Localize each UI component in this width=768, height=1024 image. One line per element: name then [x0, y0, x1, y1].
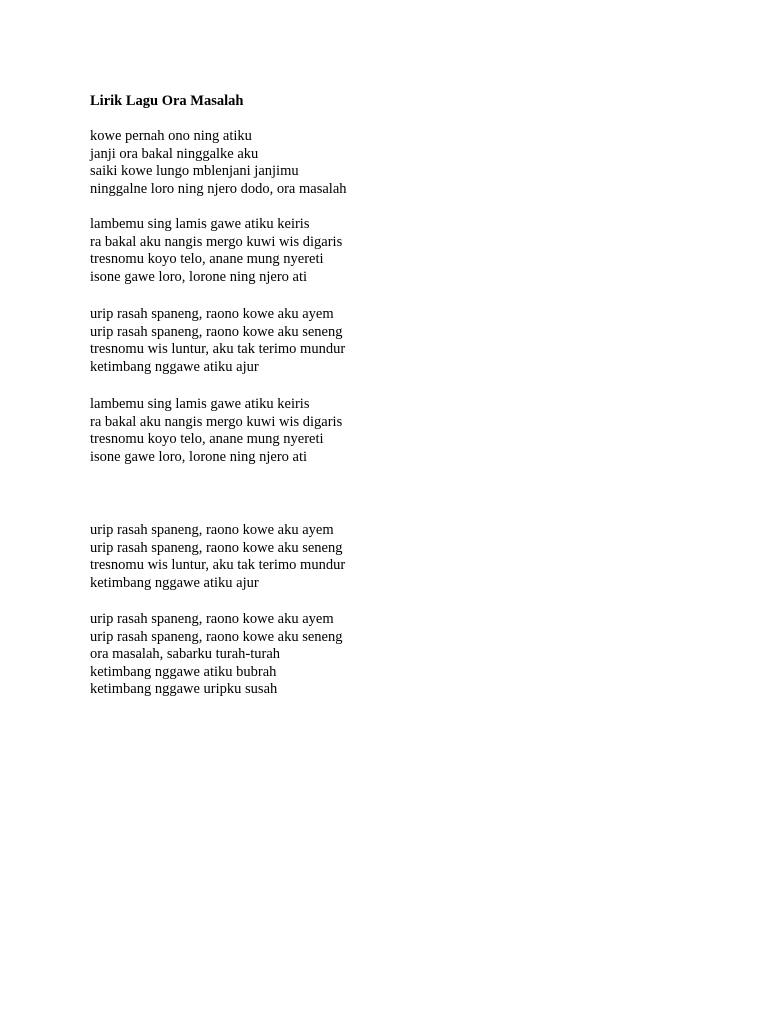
lyric-line: ketimbang nggawe atiku ajur [90, 358, 259, 375]
lyric-line: urip rasah spaneng, raono kowe aku seneng [90, 628, 343, 645]
lyrics-stanza-4 [90, 396, 342, 466]
lyrics-stanza-6 [90, 611, 342, 699]
lyric-line: ra bakal aku nangis mergo kuwi wis digaris [90, 233, 343, 250]
lyric-line: janji ora bakal ninggalke aku [90, 145, 259, 162]
document-title: Lirik Lagu Ora Masalah [90, 93, 244, 109]
lyric-line: saiki kowe lungo mblenjani janjimu [90, 163, 299, 180]
lyric-line: tresnomu koyo telo, anane mung nyereti [90, 431, 324, 448]
lyrics-stanza-3 [90, 306, 345, 376]
lyric-line: tresnomu koyo telo, anane mung nyereti [90, 251, 324, 268]
lyric-line: urip rasah spaneng, raono kowe aku ayem [90, 306, 334, 322]
lyric-line: ketimbang nggawe atiku ajur [90, 574, 259, 591]
lyrics-stanza-2 [90, 216, 342, 286]
lyric-line: isone gawe loro, lorone ning njero ati [90, 268, 308, 285]
lyric-line: urip rasah spaneng, raono kowe aku ayem [90, 522, 334, 538]
lyric-line: urip rasah spaneng, raono kowe aku seneng [90, 539, 343, 556]
lyric-line: ora masalah, sabarku turah-turah [90, 646, 281, 663]
lyric-line: tresnomu wis luntur, aku tak terimo mundur [90, 341, 346, 358]
lyrics-stanza-1 [90, 128, 347, 198]
lyric-line: lambemu sing lamis gawe atiku keiris [90, 396, 310, 412]
lyric-line: isone gawe loro, lorone ning njero ati [90, 448, 308, 465]
lyric-line: ninggalne loro ning njero dodo, ora masalah [90, 180, 347, 197]
lyrics-stanza-5 [90, 522, 345, 592]
lyric-line: ketimbang nggawe uripku susah [90, 681, 278, 698]
lyric-line: urip rasah spaneng, raono kowe aku ayem [90, 611, 334, 627]
lyric-line: ra bakal aku nangis mergo kuwi wis digaris [90, 413, 343, 430]
lyric-line: ketimbang nggawe atiku bubrah [90, 663, 277, 680]
lyric-line: kowe pernah ono ning atiku [90, 128, 252, 144]
lyric-line: lambemu sing lamis gawe atiku keiris [90, 216, 310, 232]
lyric-line: urip rasah spaneng, raono kowe aku seneng [90, 323, 343, 340]
lyric-line: tresnomu wis luntur, aku tak terimo mundur [90, 557, 346, 574]
